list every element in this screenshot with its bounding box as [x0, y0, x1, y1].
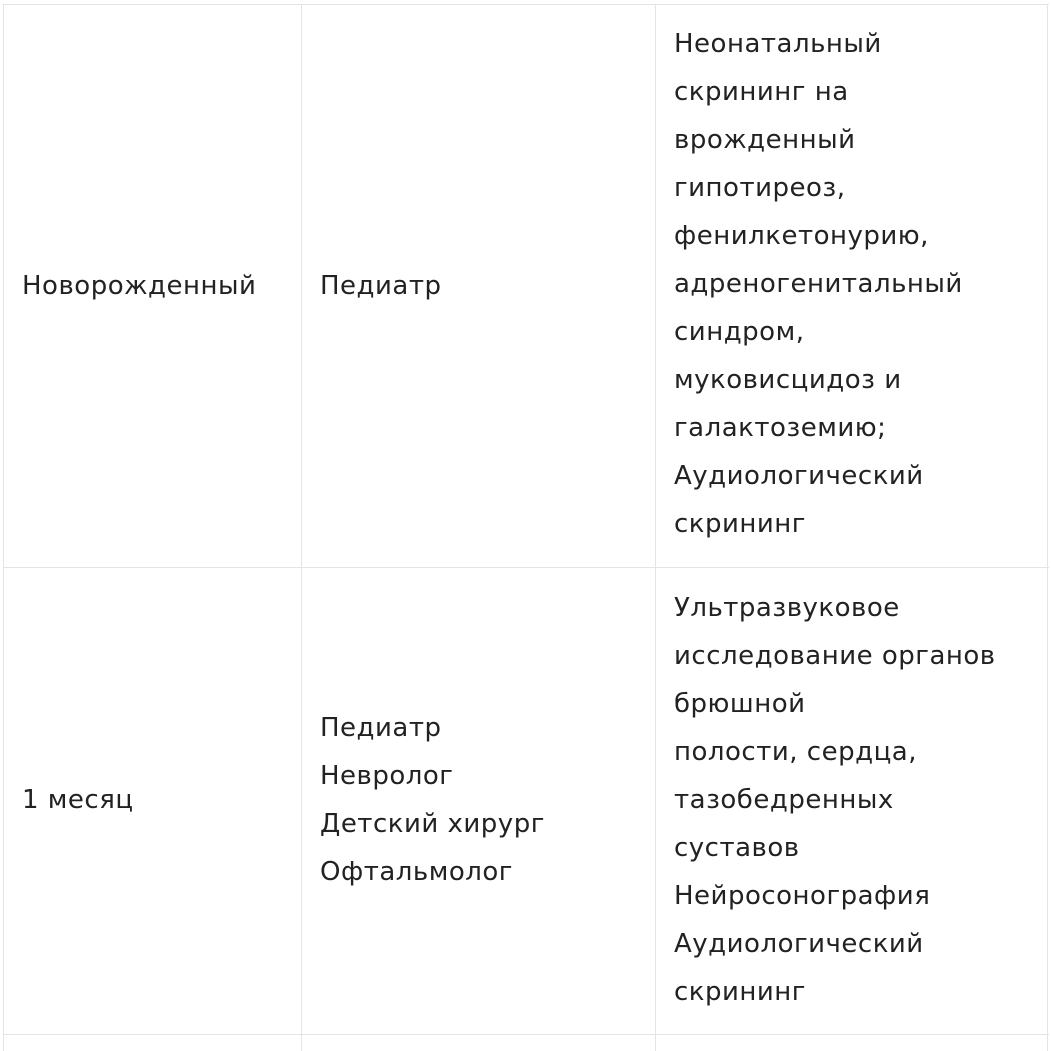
exam-line: Неонатальный [674, 29, 882, 59]
table-cell-age [22, 776, 134, 824]
exam-line: Аудиологический [674, 929, 924, 959]
exam-line: врожденный [674, 125, 856, 155]
table-border-top [3, 4, 1049, 5]
exam-line: гипотиреоз, [674, 173, 846, 203]
exam-line: скрининг на [674, 77, 849, 107]
table-border-right [1047, 4, 1048, 1051]
specialist-label: Педиатр [320, 271, 442, 301]
exam-line: галактоземию; [674, 413, 887, 443]
exam-line: синдром, [674, 317, 805, 347]
row-divider [3, 567, 1049, 568]
table-cell-exams [674, 20, 963, 548]
specialist-label: Офтальмолог [320, 857, 513, 887]
exam-line: исследование органов [674, 641, 996, 671]
exam-line: Нейросонография [674, 881, 931, 911]
specialist-label: Педиатр [320, 713, 442, 743]
exam-line: Аудиологический [674, 461, 924, 491]
table-cell-exams [674, 584, 996, 1016]
column-divider [655, 4, 656, 1051]
table-cell-specialists [320, 262, 442, 310]
exam-line: Ультразвуковое [674, 593, 900, 623]
row-divider [3, 1034, 1049, 1035]
age-label: 1 месяц [22, 785, 134, 815]
specialist-label: Детский хирург [320, 809, 545, 839]
exam-line: адреногенитальный [674, 269, 963, 299]
exam-line: фенилкетонурию, [674, 221, 929, 251]
exam-line: полости, сердца, [674, 737, 917, 767]
column-divider [301, 4, 302, 1051]
exam-line: брюшной [674, 689, 806, 719]
exam-line: скрининг [674, 977, 806, 1007]
table-cell-specialists [320, 704, 545, 896]
exam-line: тазобедренных [674, 785, 894, 815]
table-border-left [3, 4, 4, 1051]
exam-line: скрининг [674, 509, 806, 539]
specialist-label: Невролог [320, 761, 454, 791]
table-cell-age [22, 262, 256, 310]
exam-line: муковисцидоз и [674, 365, 902, 395]
exam-line: суставов [674, 833, 800, 863]
age-label: Новорожденный [22, 271, 257, 301]
